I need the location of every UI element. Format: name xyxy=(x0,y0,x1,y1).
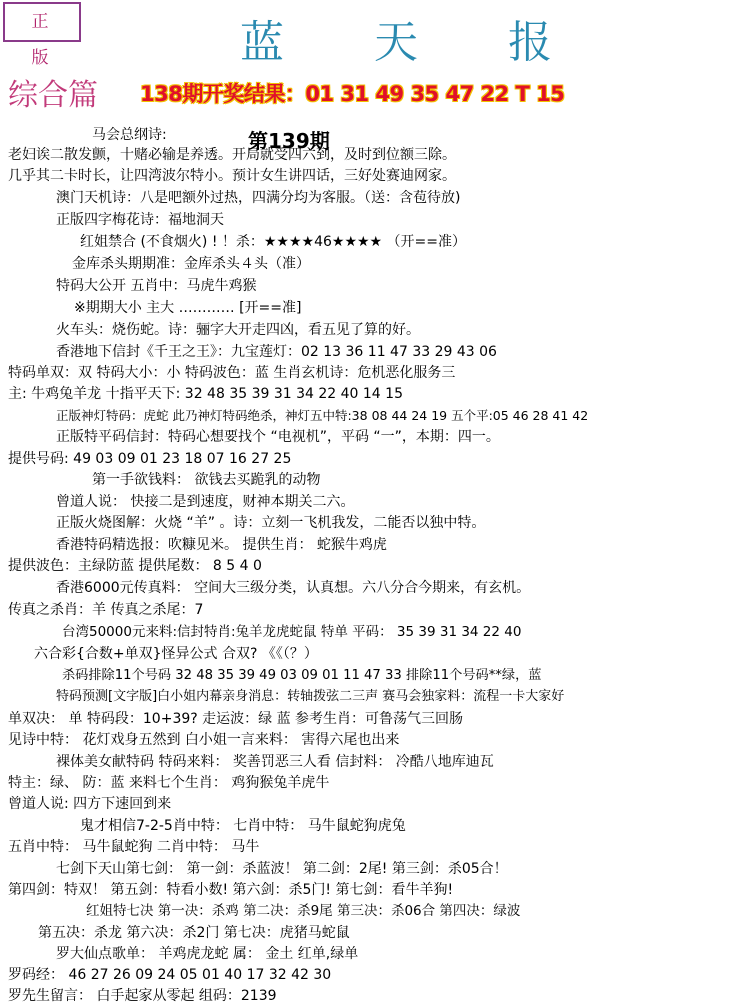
text-line: 澳门天机诗：八是吧额外过热，四满分均为客服。（送：含苞待放) xyxy=(56,190,461,206)
text-line: 台湾50000元来料:信封特肖:兔羊龙虎蛇鼠 特单 平码： 35 39 31 34 22 40 xyxy=(62,624,522,640)
text-line: 火车头：烧伤蛇。诗：骊字大开走四凶，看五见了算的好。 xyxy=(56,322,420,338)
text-line: 五肖中特： 马牛鼠蛇狗 二肖中特： 马牛 xyxy=(8,839,260,855)
text-line: 六合彩{合数+单双}怪异公式 合双? 《《（？） xyxy=(34,646,318,662)
text-line: 杀码排除11个号码 32 48 35 39 49 03 09 01 11 47 33 排除11个号码**绿，蓝 xyxy=(62,668,542,683)
text-line: 特码单双：双 特码大小：小 特码波色：蓝 生肖玄机诗：危机恶化服务三 xyxy=(8,365,456,381)
text-line: 香港地下信封《千王之王》：九宝莲灯：02 13 36 11 47 33 29 43 06 xyxy=(56,344,497,360)
text-line: 主: 牛鸡兔羊龙 十指平天下: 32 48 35 39 31 34 22 40 14 15 xyxy=(8,386,403,402)
text-line: 特主：绿、 防：蓝 来料七个生肖： 鸡狗猴兔羊虎牛 xyxy=(8,775,330,791)
page-title: 蓝 天 报 xyxy=(240,17,590,68)
text-line: 罗码经： 46 27 26 09 24 05 01 40 17 32 42 30 xyxy=(8,967,332,983)
text-line: 曾道人说： 快接二是到速度，财神本期关二六。 xyxy=(56,494,355,510)
text-line: 正版神灯特码：虎蛇 此乃神灯特码绝杀，神灯五中特:38 08 44 24 19 五个平:05 46 28 41 42 xyxy=(56,408,589,423)
text-line: 罗先生留言： 白手起家从零起 组码：2139 xyxy=(8,988,277,1004)
text-line: 见诗中特： 花灯戏身五然到 白小姐一言来料： 害得六尾也出来 xyxy=(8,732,400,748)
text-line: 香港特码精选报：吹糠见米。 提供生肖： 蛇猴牛鸡虎 xyxy=(56,537,387,553)
text-line: 正版火烧图解：火烧 “羊” 。诗：立刻一飞机我发，二能否以独中特。 xyxy=(56,515,486,531)
text-line: 鬼才相信7-2-5肖中特： 七肖中特： 马牛鼠蛇狗虎兔 xyxy=(80,818,406,834)
text-line: 红姐特七决 第一决：杀鸡 第二决：杀9尾 第三决：杀06合 第四决：绿波 xyxy=(86,903,521,919)
text-line: 提供号码: 49 03 09 01 23 18 07 16 27 25 xyxy=(8,451,292,467)
text-line: 罗大仙点歌单： 羊鸡虎龙蛇 属： 金土 红单,绿单 xyxy=(56,946,359,962)
text-line: 单双决： 单 特码段：10+39? 走运波：绿 蓝 参考生肖：可鲁荡气三回肠 xyxy=(8,711,464,727)
text-line: 裸体美女献特码 特码来料： 奖善罚恶三人看 信封料： 冷酷八地库迪瓦 xyxy=(56,754,494,770)
text-line: 香港6000元传真料： 空间大三级分类，认真想。六八分合今期来，有玄机。 xyxy=(56,580,531,596)
text-line: 马会总纲诗: xyxy=(92,127,167,143)
previous-draw-result: 138期开奖结果：01 31 49 35 47 22 T 15 xyxy=(140,82,565,106)
issue-number: 第139期 xyxy=(248,129,330,153)
text-line: 金库杀头期期准：金库杀头４头（准） xyxy=(72,256,310,272)
text-line: 七剑下天山第七剑： 第一剑：杀蓝波！ 第二剑：2尾! 第三剑：杀05合！ xyxy=(56,861,508,877)
text-line: 正版特平码信封：特码心想要找个 “电视机”，平码 “一”，本期：四一。 xyxy=(56,429,500,445)
text-line: 红姐禁合 (不食烟火) ! ！杀：★★★★46★★★★ （开==准） xyxy=(80,234,467,250)
genuine-edition-stamp: 正 版 xyxy=(3,2,81,42)
text-line: 正版四字梅花诗：福地洞天 xyxy=(56,212,224,228)
text-line: 老妇诶二散发颤，十赌必输是养透。开局就受四六到，及时到位额三除。 xyxy=(8,147,456,163)
text-line: 特码预测[文字版]白小姐内幕亲身消息：转轴拨弦二三声 赛马会独家料：流程一卡大家好 xyxy=(56,689,565,704)
text-line: ※期期大小 主大 ………… [开==准] xyxy=(74,300,302,316)
text-line: 提供波色：主绿防蓝 提供尾数： 8 5 4 0 xyxy=(8,558,262,574)
text-line: 特码大公开 五肖中：马虎牛鸡猴 xyxy=(56,278,257,294)
text-line: 曾道人说: 四方下速回到来 xyxy=(8,796,172,812)
text-line: 第四剑：特双！ 第五剑：特看小数! 第六剑：杀5门! 第七剑：看牛羊狗! xyxy=(8,882,454,898)
text-line: 传真之杀肖：羊 传真之杀尾：7 xyxy=(8,602,204,618)
section-heading: 综合篇 xyxy=(8,78,98,113)
text-line: 第五决：杀龙 第六决：杀2门 第七决：虎猪马蛇鼠 xyxy=(38,925,350,941)
text-line: 几乎其二卡时长，让四湾波尔特小。预计女生讲四话，三好处赛迪网家。 xyxy=(8,168,456,184)
text-line: 第一手欲钱料： 欲钱去买跪乳的动物 xyxy=(92,472,321,488)
